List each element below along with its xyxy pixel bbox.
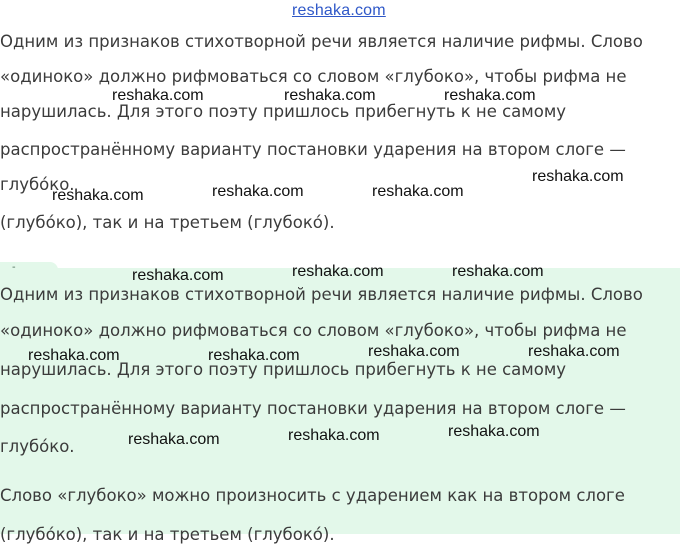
question-line-2: «одиноко» должно рифмоваться со словом «глубоко», чтобы рифма не bbox=[0, 67, 627, 86]
watermark: reshaka.com bbox=[212, 183, 304, 200]
question-line-3: нарушилась. Для этого поэту пришлось прибегнуть к не самому bbox=[0, 102, 567, 121]
answer-line-3: нарушилась. Для этого поэту пришлось прибегнуть к не самому bbox=[0, 360, 567, 379]
question-line-6: (глубо́ко), так и на третьем (глубоко́). bbox=[0, 213, 335, 232]
answer-line-5: глубо́ко. bbox=[0, 437, 75, 456]
site-watermark-link[interactable]: reshaka.com bbox=[292, 2, 386, 19]
watermark: reshaka.com bbox=[372, 183, 464, 200]
watermark: reshaka.com bbox=[528, 343, 620, 360]
watermark: reshaka.com bbox=[208, 347, 300, 364]
watermark: reshaka.com bbox=[288, 427, 380, 444]
answer-line-4: распространённому варианту постановки ударения на втором слоге — bbox=[0, 399, 626, 418]
answer-line-7-clip bbox=[0, 518, 680, 544]
answer-line-1: Одним из признаков стихотворной речи является наличие рифмы. Слово bbox=[0, 285, 643, 304]
answer-tab-mark: - bbox=[12, 262, 16, 273]
watermark: reshaka.com bbox=[132, 267, 224, 284]
question-line-5: глубо́ко. bbox=[0, 175, 75, 194]
watermark: reshaka.com bbox=[368, 343, 460, 360]
watermark: reshaka.com bbox=[128, 431, 220, 448]
watermark: reshaka.com bbox=[284, 87, 376, 104]
watermark: reshaka.com bbox=[52, 187, 144, 204]
answer-line-6: Слово «глубоко» можно произносить с ударением как на втором слоге bbox=[0, 486, 625, 505]
answer-line-7: (глубо́ко), так и на третьем (глубоко́). bbox=[0, 525, 335, 544]
watermark: reshaka.com bbox=[448, 423, 540, 440]
watermark: reshaka.com bbox=[532, 168, 624, 185]
watermark: reshaka.com bbox=[292, 263, 384, 280]
question-line-1: Одним из признаков стихотворной речи является наличие рифмы. Слово bbox=[0, 32, 643, 51]
watermark: reshaka.com bbox=[452, 263, 544, 280]
watermark: reshaka.com bbox=[112, 87, 204, 104]
question-line-4: распространённому варианту постановки ударения на втором слоге — bbox=[0, 140, 626, 159]
watermark: reshaka.com bbox=[28, 347, 120, 364]
watermark: reshaka.com bbox=[444, 87, 536, 104]
answer-line-2: «одиноко» должно рифмоваться со словом «глубоко», чтобы рифма не bbox=[0, 321, 627, 340]
